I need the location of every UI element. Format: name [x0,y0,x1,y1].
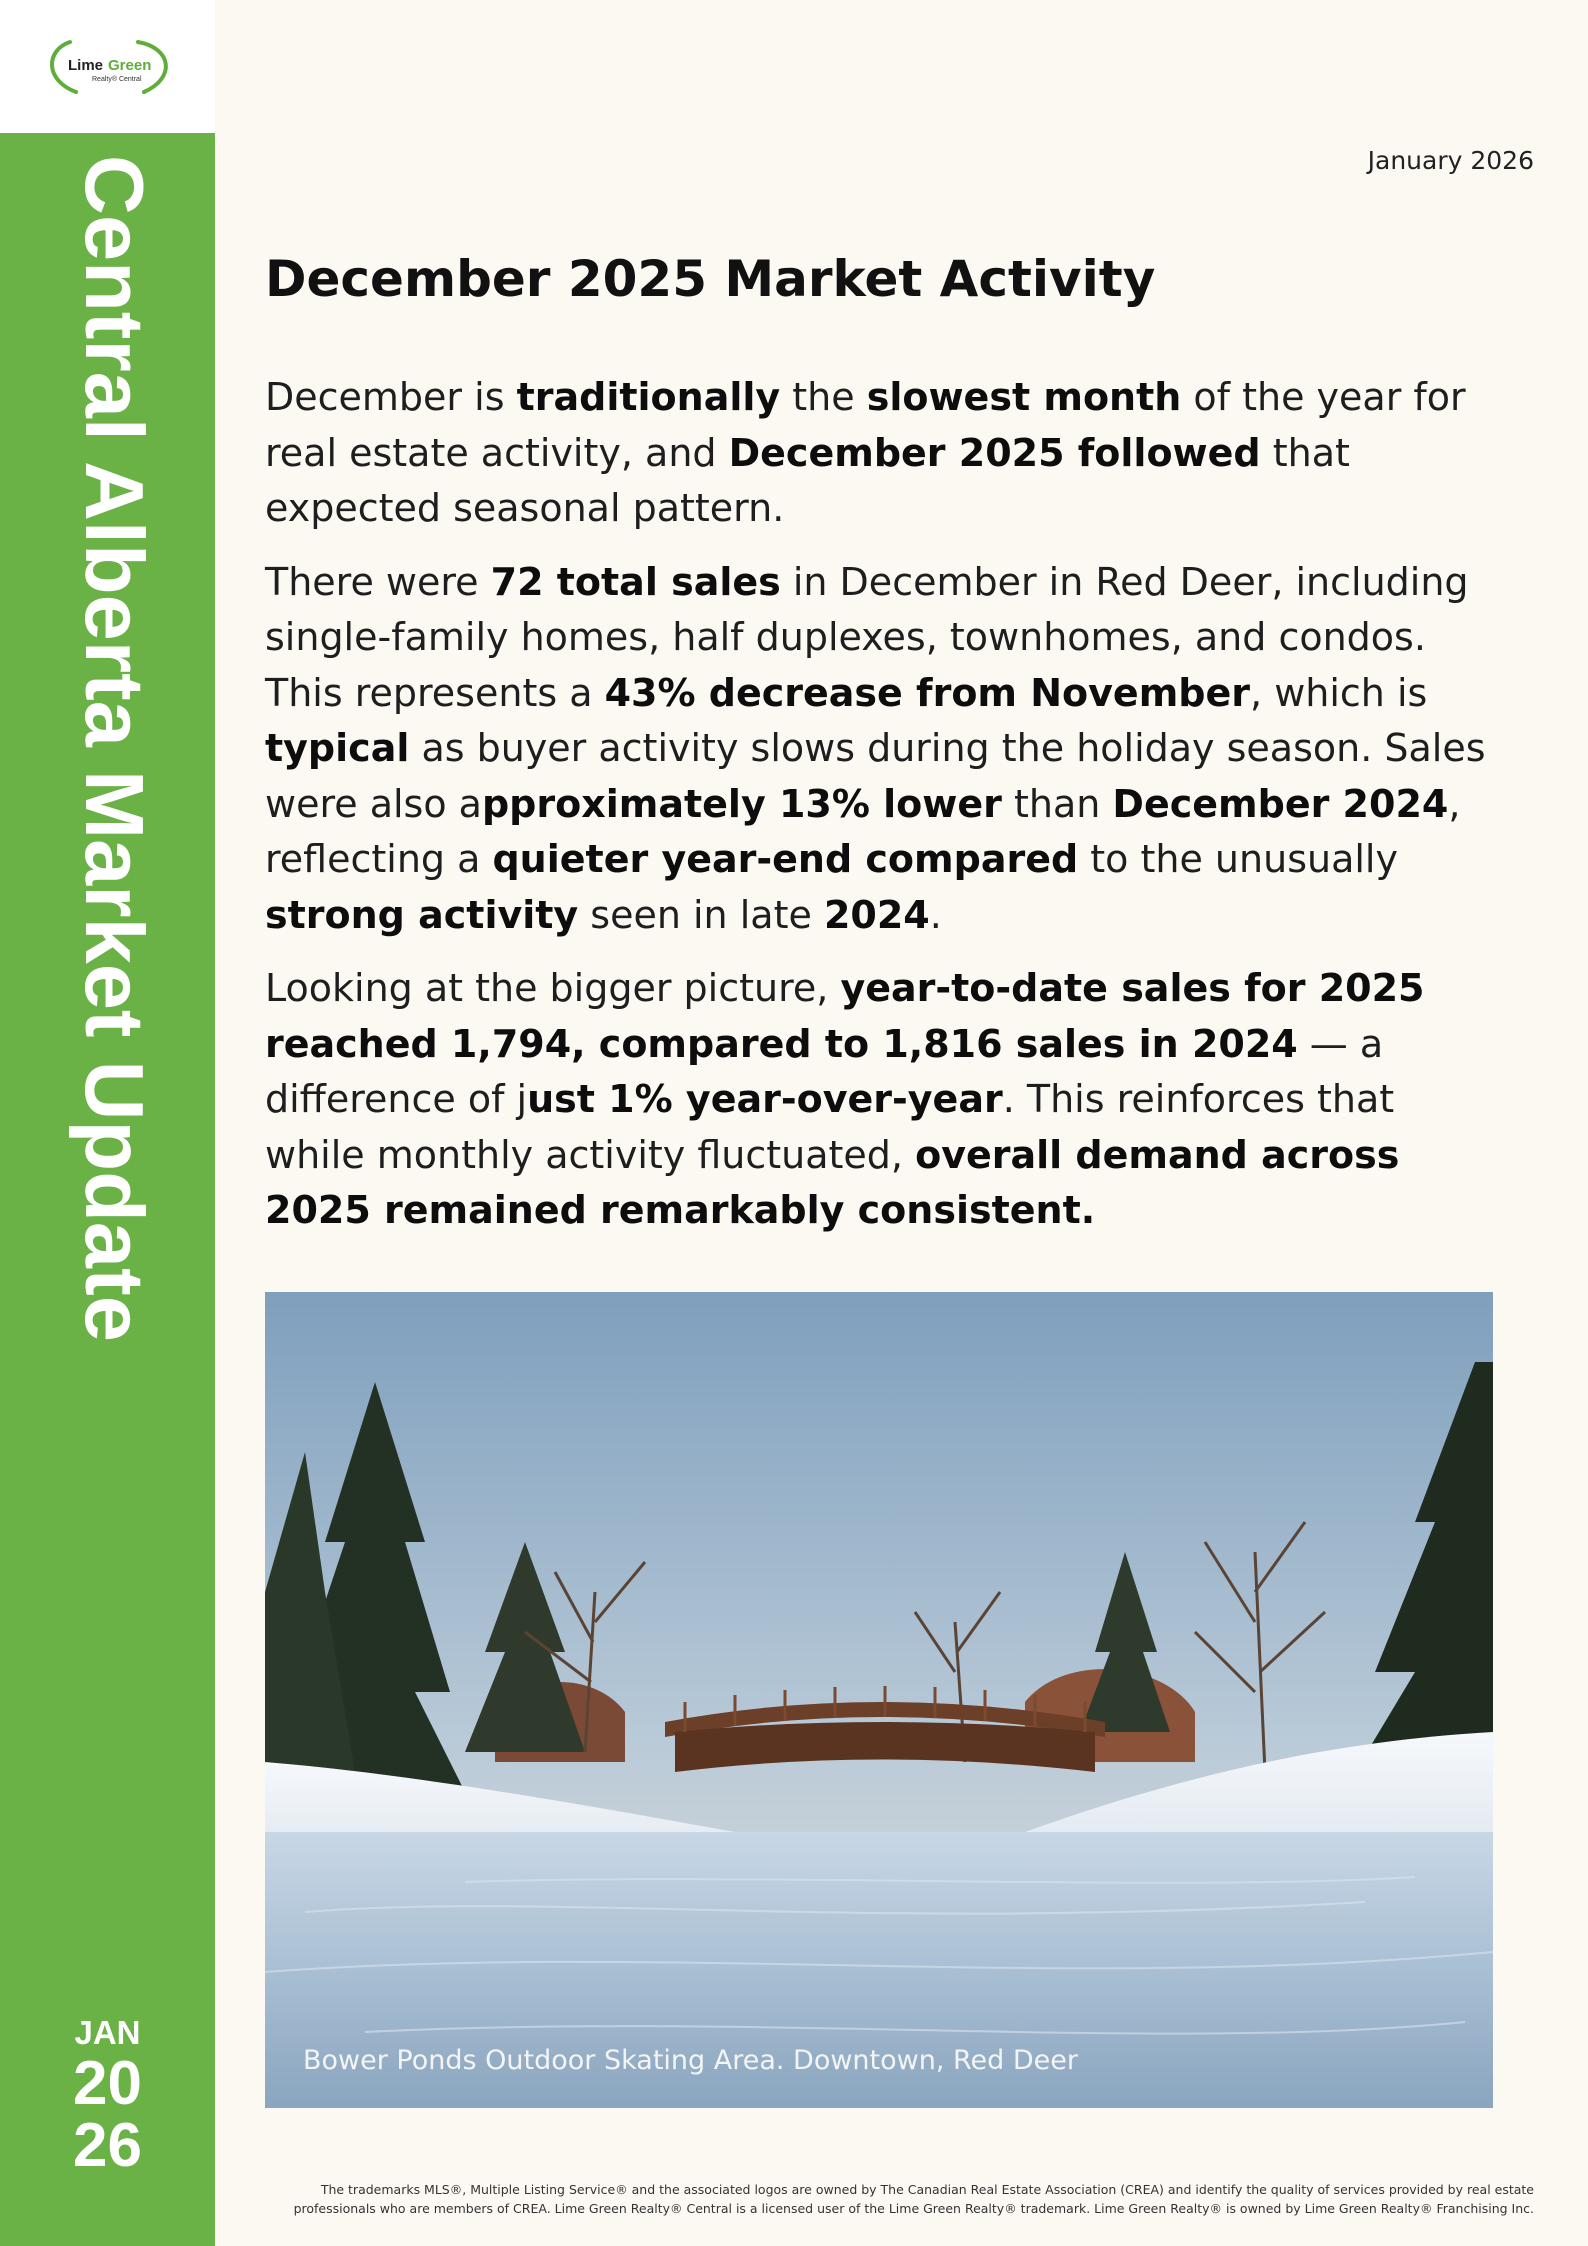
logo-brand-sub: Realty® Central [92,76,142,83]
emphasis-text: 43% decrease from November [604,670,1251,715]
sidebar [0,133,215,2246]
emphasis-text: 72 total sales [490,559,781,604]
legal-disclaimer [234,2180,1534,2218]
emphasis-text: December 2025 followed [728,430,1261,475]
badge-month: JAN [74,2014,141,2051]
article-paragraph-3 [265,961,1495,1239]
paragraph-text: of the year for real estate activity, and [265,375,1466,475]
badge-year-top: 20 [73,2049,142,2118]
logo-brand-main: Lime [68,57,104,74]
photo-caption: Bower Ponds Outdoor Skating Area. Downtown, Red Deer [303,2045,1078,2076]
paragraph-text: , which is [1250,670,1428,715]
emphasis-text: 2024 [823,892,930,937]
emphasis-text: traditionally [516,375,781,419]
article-paragraph-2 [265,555,1495,944]
paragraph-text: in December in Red Deer, including single-family homes, half duplexes, townhomes, and condos. This represents a [265,559,1469,715]
emphasis-text: overall demand across 2025 remained remarkably consistent. [265,1132,1400,1232]
paragraph-text: , reflecting a [265,781,1461,881]
legal-line-2: professionals who are members of CREA. Lime Green Realty® Central is a licensed user of the Lime Green Realty® trademark. Lime Green Realty® is owned by Lime Green Realty® Franchising Inc. [293,2201,1534,2216]
paragraph-text: Looking at the bigger picture, [265,966,841,1010]
badge-year-bottom: 26 [73,2111,142,2180]
page-title: December 2025 Market Activity [265,250,1156,308]
paragraph-text: . This reinforces that while monthly activity fluctuated, [265,1077,1395,1177]
logo-brand-accent: Green [108,57,152,74]
issue-date-badge [0,2013,215,2180]
paragraph-text: — a difference of j [265,1021,1384,1121]
legal-line-1: The trademarks MLS®, Multiple Listing Service® and the associated logos are owned by The Canadian Real Estate Association (CREA) and identify the quality of services provided by real estate [320,2182,1534,2197]
article-body [265,370,1495,1257]
paragraph-text: . [929,892,942,937]
lime-green-logo [40,28,180,108]
paragraph-text: as buyer activity slows during the holiday season. Sales were also a [265,726,1486,826]
article-paragraph-1 [265,370,1495,537]
bower-ponds-photo [265,1292,1493,2108]
paragraph-text: the [780,375,867,419]
emphasis-text: strong activity [265,892,579,937]
paragraph-text: to the unusually [1078,837,1398,881]
emphasis-text: December 2024 [1112,781,1449,826]
emphasis-text: ust 1% year-over-year [527,1077,1003,1121]
paragraph-text: December is [265,375,517,419]
winter-scene-illustration [265,1292,1493,2108]
paragraph-text: There were [265,559,491,604]
sidebar-vertical-title: Central Alberta Market Update [68,155,161,1342]
emphasis-text: slowest month [866,375,1182,419]
emphasis-text: typical [265,726,410,770]
emphasis-text: year-to-date sales for 2025 reached 1,794, compared to 1,816 sales in 2024 [265,966,1425,1066]
issue-date: January 2026 [1367,146,1534,175]
paragraph-text: that expected seasonal pattern. [265,430,1350,530]
logo-area [0,0,215,133]
emphasis-text: quieter year-end compared [492,837,1079,881]
paragraph-text: than [1001,781,1113,826]
paragraph-text: seen in late [578,892,824,937]
emphasis-text: pproximately 13% lower [481,781,1002,826]
